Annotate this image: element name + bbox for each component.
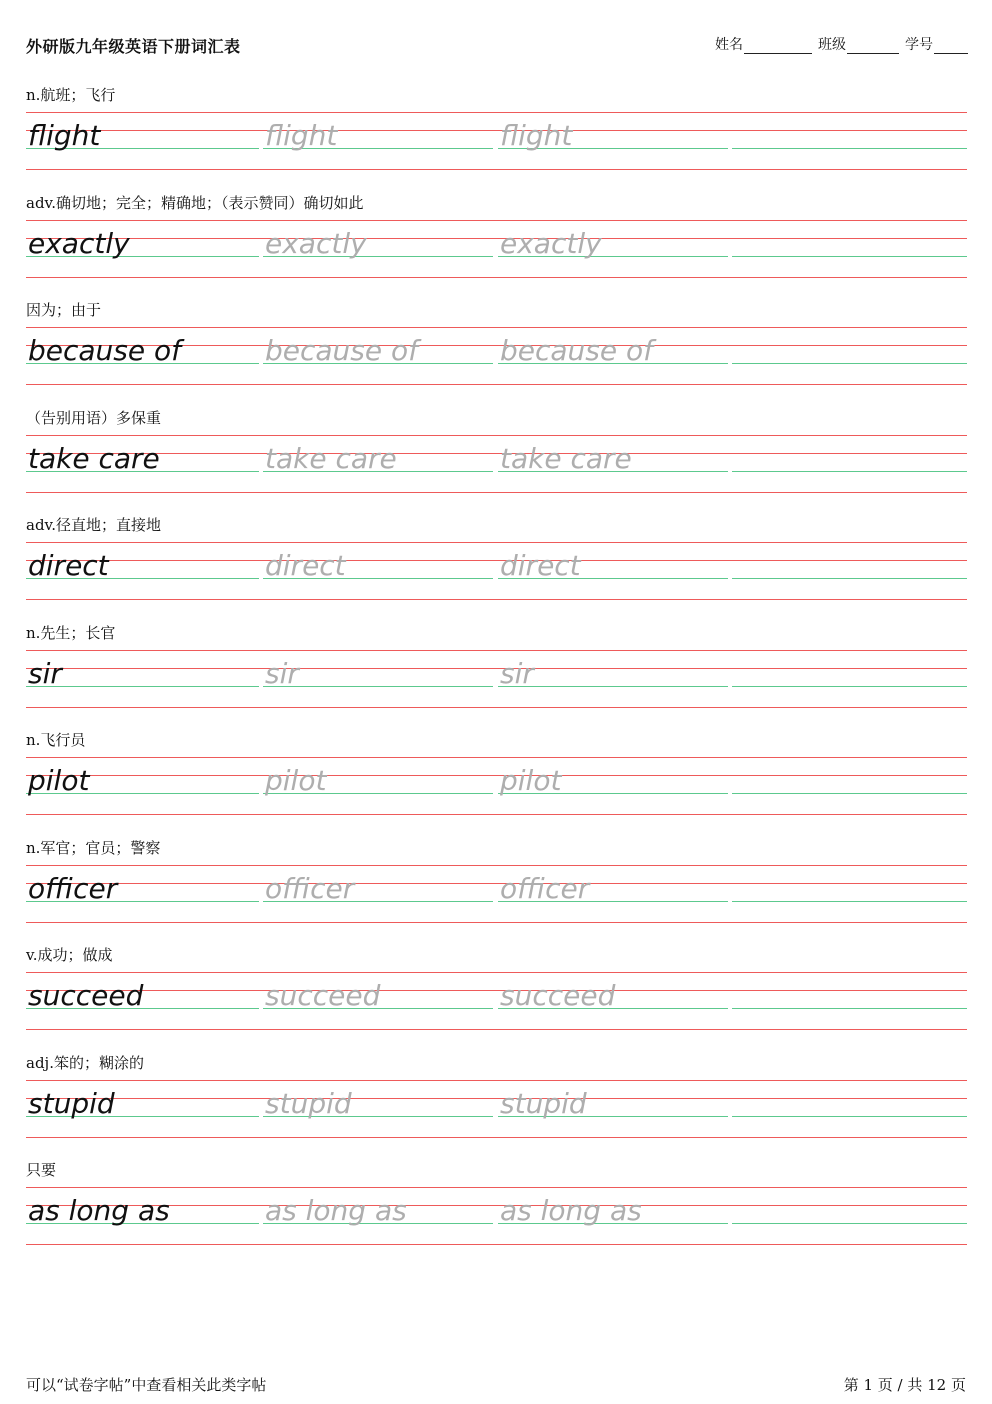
- vocab-word: sir: [28, 656, 62, 690]
- vocab-word: flight: [28, 119, 101, 152]
- trace-word: direct: [500, 549, 581, 582]
- worksheet-title: 外研版九年级英语下册词汇表: [26, 37, 241, 56]
- vocab-entry: [26, 192, 967, 300]
- guide-line-red: [26, 922, 967, 923]
- guide-line-red: [26, 650, 967, 651]
- guide-line-red: [26, 1244, 967, 1245]
- writing-practice-area[interactable]: [732, 974, 967, 1028]
- name-label: 姓名: [715, 37, 743, 53]
- word-meaning: n.先生；长官: [26, 623, 116, 642]
- word-meaning: n.军官；官员；警察: [26, 838, 161, 857]
- trace-word: exactly: [265, 226, 367, 260]
- guide-line-red: [26, 599, 967, 600]
- writing-practice-area[interactable]: [732, 759, 967, 813]
- name-blank[interactable]: [744, 37, 812, 54]
- guide-line-red: [26, 1080, 967, 1081]
- page-number: 第 1 页 / 共 12 页: [843, 1376, 966, 1394]
- trace-word: as long as: [500, 1194, 642, 1227]
- trace-word: succeed: [265, 979, 381, 1012]
- trace-word: flight: [265, 119, 338, 152]
- vocabulary-list: [26, 84, 967, 1267]
- trace-word: officer: [265, 871, 355, 905]
- vocab-entry: [26, 1052, 967, 1160]
- guide-line-red: [26, 112, 967, 113]
- trace-word: officer: [500, 871, 590, 905]
- guide-line-red: [26, 814, 967, 815]
- trace-word: because of: [500, 334, 654, 367]
- guide-line-red: [26, 492, 967, 493]
- trace-word: stupid: [500, 1086, 587, 1120]
- word-meaning: adv.确切地；完全；精确地；（表示赞同）确切如此: [26, 193, 364, 212]
- trace-word: sir: [265, 656, 299, 690]
- guide-line-red: [26, 169, 967, 170]
- vocab-word: officer: [28, 871, 118, 905]
- vocab-word: as long as: [28, 1194, 170, 1227]
- guide-line-red: [26, 220, 967, 221]
- guide-line-red: [26, 972, 967, 973]
- student-id-label: 学号: [905, 37, 933, 53]
- vocab-entry: [26, 407, 967, 515]
- trace-word: take care: [265, 441, 397, 475]
- guide-line-red: [26, 435, 967, 436]
- guide-line-red: [26, 865, 967, 866]
- guide-line-red: [26, 1187, 967, 1188]
- trace-word: flight: [500, 119, 573, 152]
- trace-word: direct: [265, 549, 346, 582]
- word-meaning: n.航班；飞行: [26, 86, 116, 104]
- writing-practice-area[interactable]: [732, 867, 967, 921]
- trace-word: pilot: [265, 764, 327, 797]
- vocab-entry: [26, 944, 967, 1052]
- trace-word: exactly: [500, 226, 602, 260]
- word-meaning: n.飞行员: [26, 731, 86, 749]
- guide-line-red: [26, 707, 967, 708]
- trace-word: as long as: [265, 1194, 407, 1227]
- vocab-entry: [26, 729, 967, 837]
- page-header: [26, 34, 968, 56]
- word-meaning: 只要: [26, 1161, 57, 1179]
- writing-practice-area[interactable]: [732, 1189, 967, 1243]
- vocab-word: stupid: [28, 1086, 115, 1120]
- vocab-word: take care: [28, 441, 160, 475]
- student-id-blank[interactable]: [934, 37, 968, 54]
- footer-note: 可以“试卷字帖”中查看相关此类字帖: [26, 1376, 267, 1394]
- writing-practice-area[interactable]: [732, 544, 967, 598]
- trace-word: because of: [265, 334, 419, 367]
- writing-practice-area[interactable]: [732, 437, 967, 491]
- writing-practice-area[interactable]: [732, 652, 967, 706]
- trace-word: stupid: [265, 1086, 352, 1120]
- guide-line-red: [26, 757, 967, 758]
- guide-line-red: [26, 277, 967, 278]
- vocab-entry: [26, 837, 967, 945]
- writing-practice-area[interactable]: [732, 222, 967, 276]
- guide-line-red: [26, 1029, 967, 1030]
- vocab-entry: [26, 299, 967, 407]
- trace-word: pilot: [500, 764, 562, 797]
- vocab-word: because of: [28, 334, 182, 367]
- writing-practice-area[interactable]: [732, 114, 967, 168]
- vocab-word: exactly: [28, 226, 130, 260]
- word-meaning: 因为；由于: [26, 301, 102, 319]
- trace-word: take care: [500, 441, 632, 475]
- word-meaning: adv.径直地；直接地: [26, 516, 162, 534]
- word-meaning: （告别用语）多保重: [26, 408, 162, 427]
- vocab-entry: [26, 622, 967, 730]
- student-info-fields: [709, 34, 968, 54]
- trace-word: succeed: [500, 979, 616, 1012]
- student-id-field[interactable]: [905, 34, 968, 54]
- vocab-entry: [26, 514, 967, 622]
- vocab-word: direct: [28, 549, 109, 582]
- guide-line-red: [26, 542, 967, 543]
- word-meaning: v.成功；做成: [26, 946, 113, 964]
- vocab-word: pilot: [28, 764, 90, 797]
- word-meaning: adj.笨的；糊涂的: [26, 1053, 144, 1072]
- class-blank[interactable]: [847, 37, 899, 54]
- vocab-entry: [26, 84, 967, 192]
- vocab-entry: [26, 1159, 967, 1267]
- writing-practice-area[interactable]: [732, 329, 967, 383]
- class-label: 班级: [818, 37, 846, 53]
- guide-line-red: [26, 384, 967, 385]
- writing-practice-area[interactable]: [732, 1082, 967, 1136]
- vocab-word: succeed: [28, 979, 144, 1012]
- class-field[interactable]: [818, 34, 899, 54]
- guide-line-red: [26, 1137, 967, 1138]
- trace-word: sir: [500, 656, 534, 690]
- guide-line-red: [26, 327, 967, 328]
- name-field[interactable]: [715, 34, 812, 54]
